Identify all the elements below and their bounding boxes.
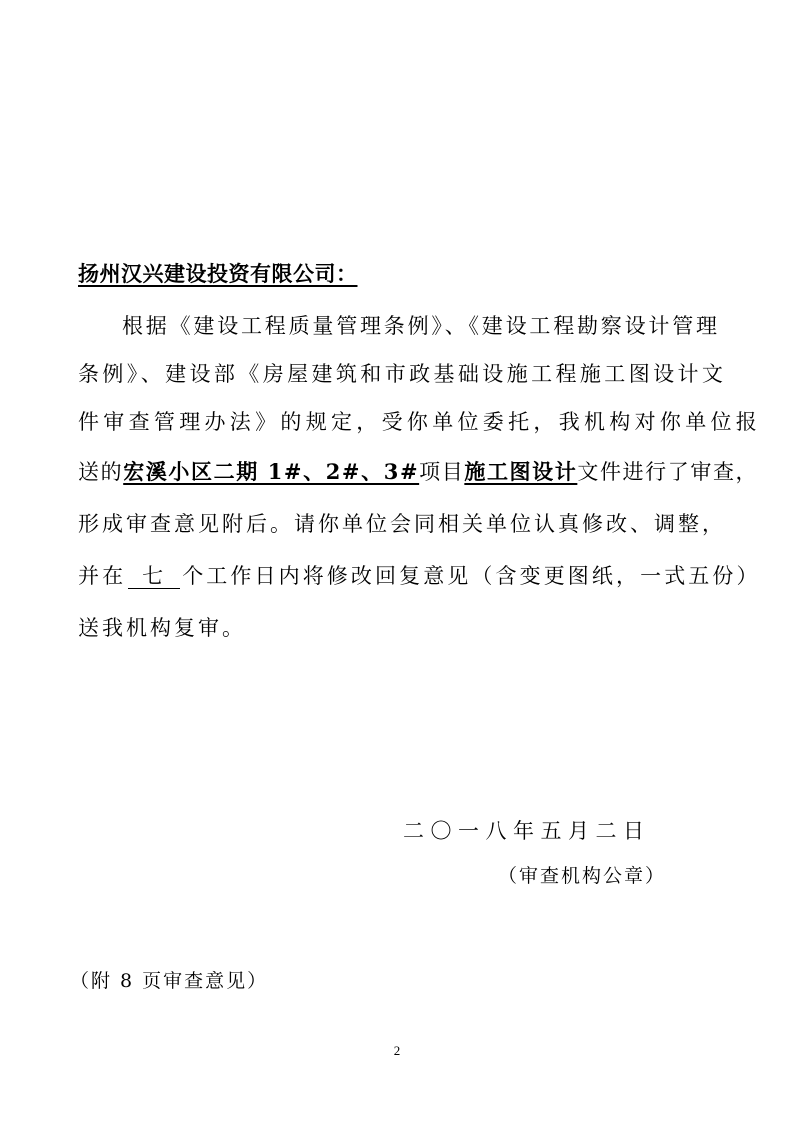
addressee	[78, 258, 358, 288]
letter-date: 二〇一八年五月二日	[403, 819, 651, 843]
body-line-1: 根据《建设工程质量管理条例》、《建设工程勘察设计管理	[122, 314, 720, 338]
body-line-4	[78, 457, 758, 487]
days-blank: 七	[128, 564, 180, 589]
body-line-6	[78, 561, 761, 591]
body-line-4-prefix: 送的	[78, 460, 124, 484]
addressee-name: 扬州汉兴建设投资有限公司：	[78, 261, 358, 286]
body-line-3: 件审查管理办法》的规定，受你单位委托，我机构对你单位报	[78, 410, 762, 434]
body-line-7: 送我机构复审。	[78, 616, 246, 640]
body-line-6-suffix: 个工作日内将修改回复意见（含变更图纸，一式五份）	[182, 564, 761, 588]
seal-note: （审查机构公章）	[498, 865, 667, 887]
design-type: 施工图设计	[464, 459, 578, 484]
body-line-2: 条例》、建设部《房屋建筑和市政基础设施工程施工图设计文	[78, 362, 727, 386]
body-line-4-mid: 项目	[419, 460, 465, 484]
body-line-6-prefix: 并在	[78, 564, 127, 588]
body-line-5: 形成审查意见附后。请你单位会同相关单位认真修改、调整，	[78, 512, 726, 536]
page-number: 2	[393, 1043, 401, 1058]
attachment-note: （附 8 页审查意见）	[70, 970, 269, 992]
project-name: 宏溪小区二期 1#、2#、3#	[123, 459, 420, 484]
body-line-4-suffix: 文件进行了审查，	[577, 460, 759, 484]
